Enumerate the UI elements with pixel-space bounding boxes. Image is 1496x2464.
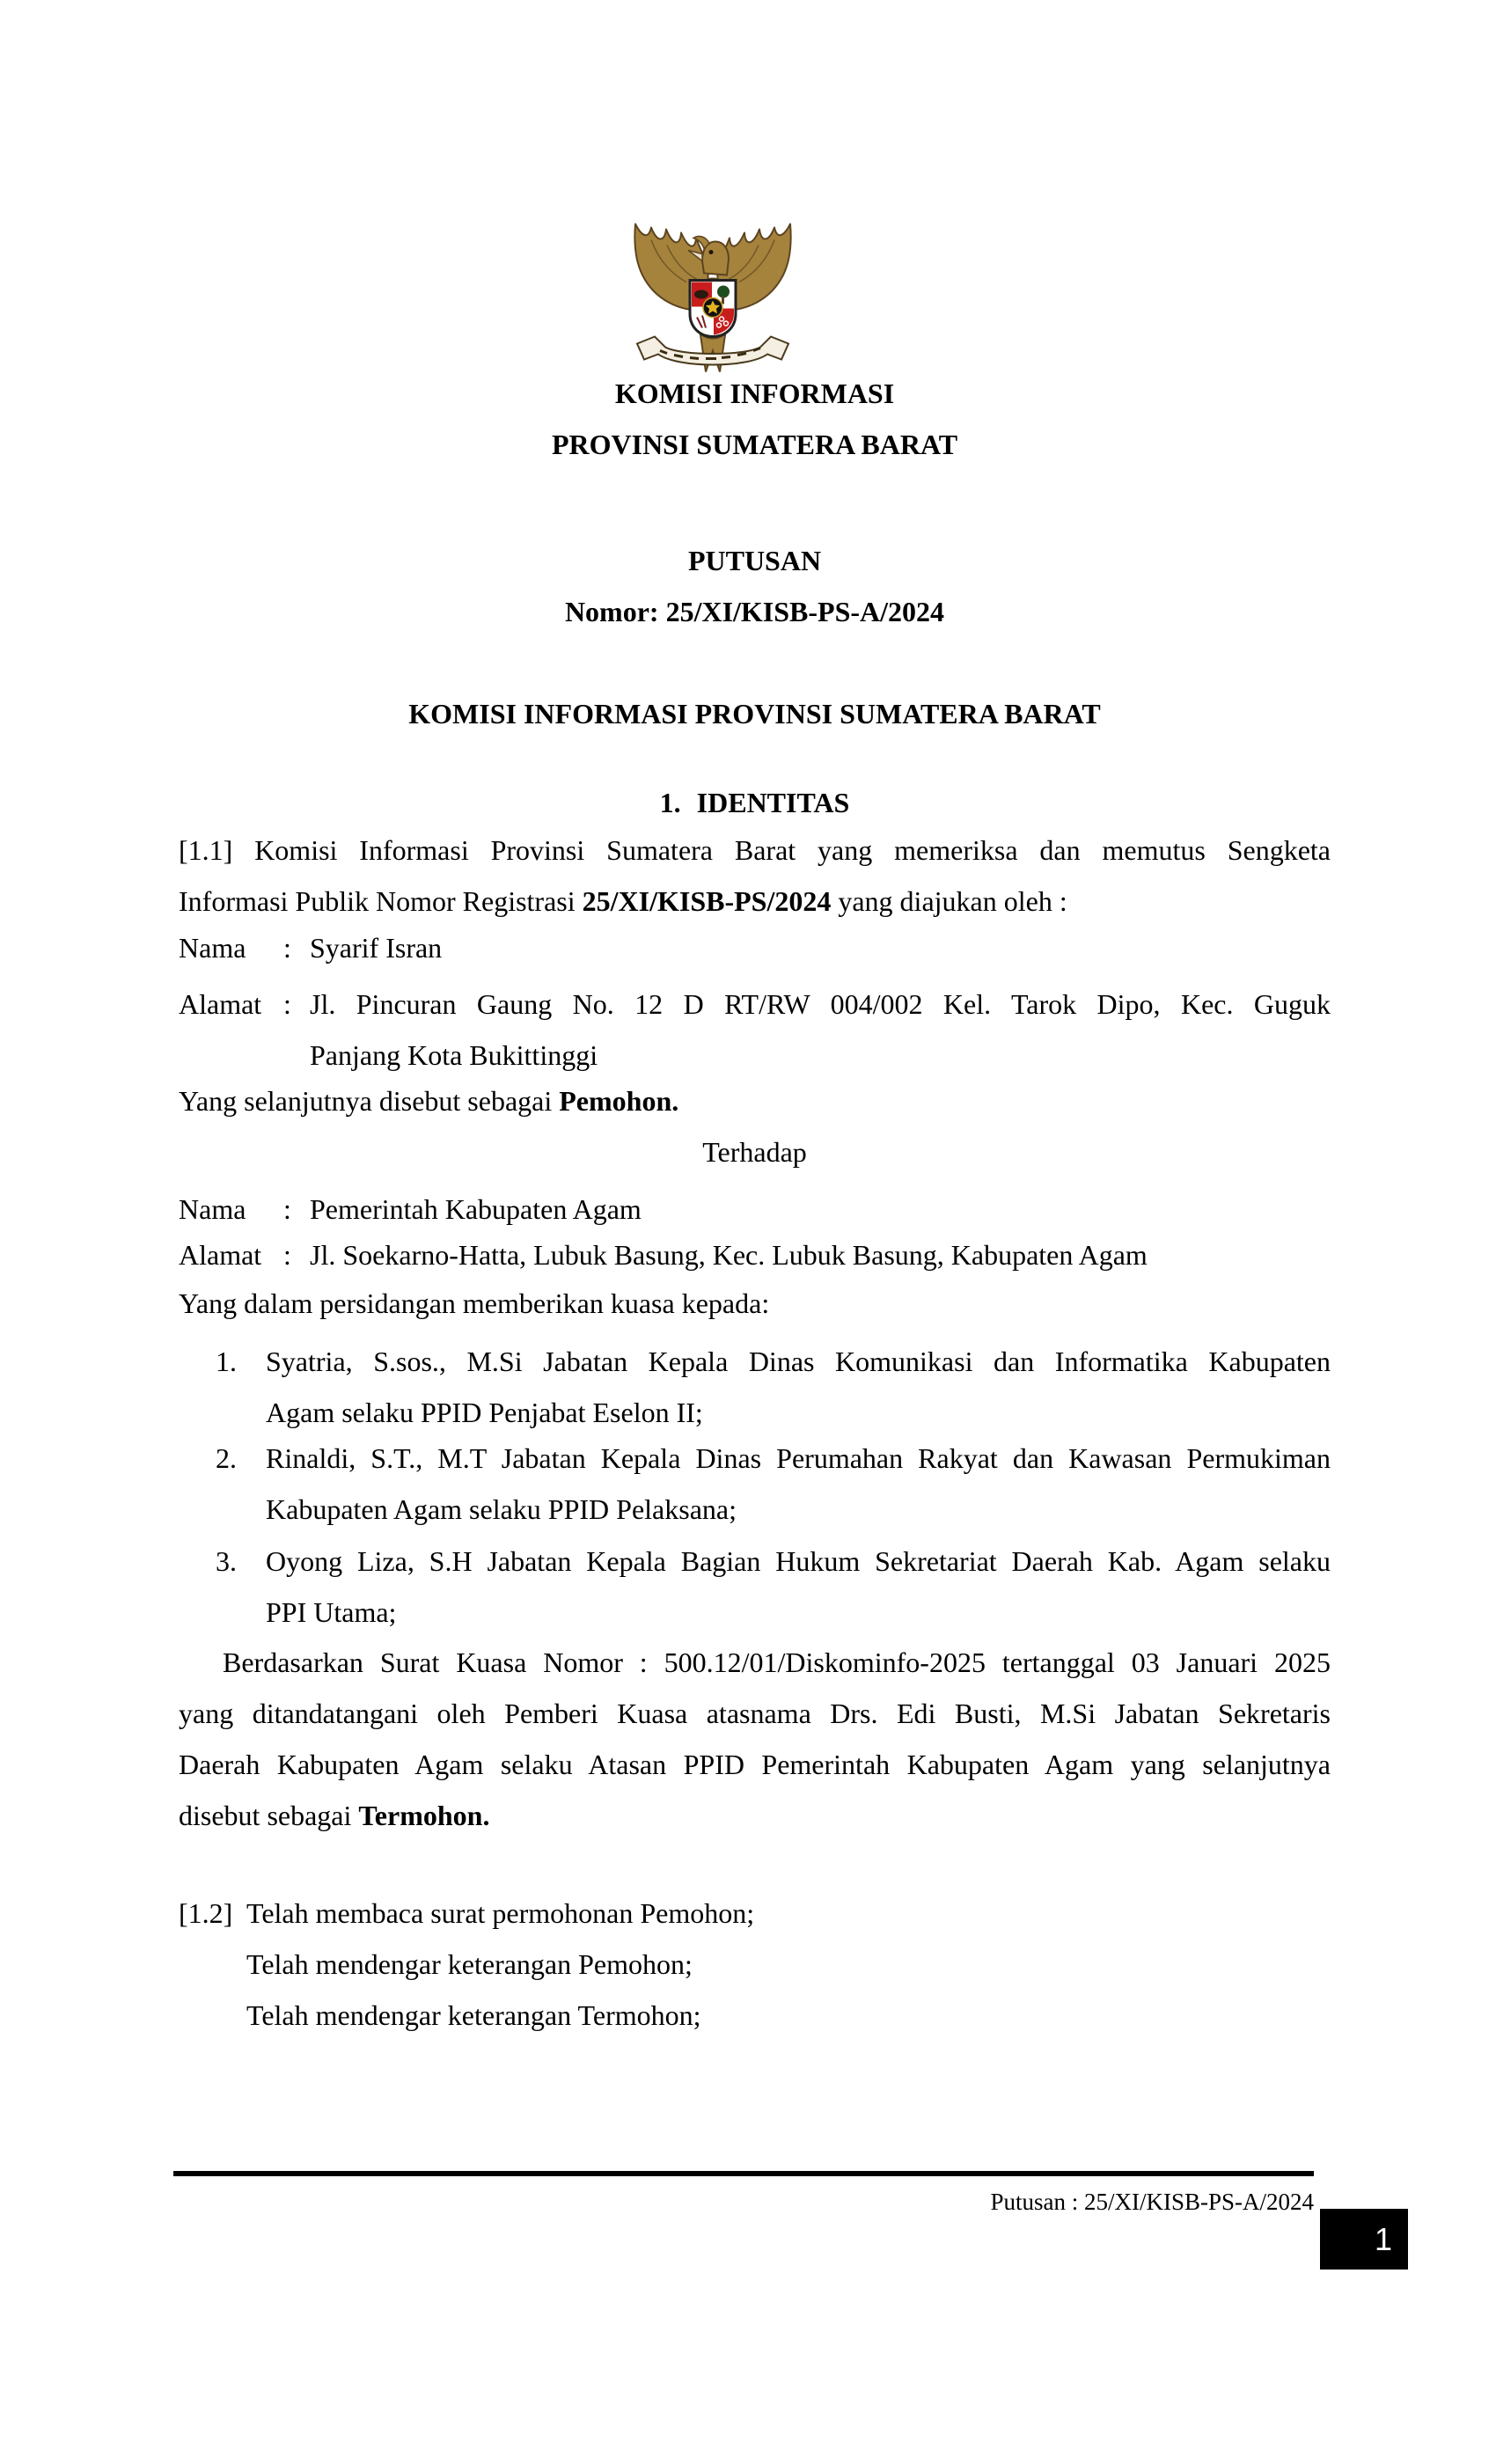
footer-rule — [173, 2171, 1314, 2176]
field-colon: : — [283, 988, 291, 1020]
paragraph-line: [1.1] Komisi Informasi Provinsi Sumatera Barat yang memeriksa dan memutus Sengketa — [179, 834, 1331, 866]
party-label-pemohon: Pemohon. — [559, 1085, 679, 1117]
surat-kuasa-paragraph — [179, 1637, 1331, 1841]
paragraph-line: Berdasarkan Surat Kuasa Nomor : 500.12/01/Diskominfo-2025 tertanggal 03 Januari 2025 — [223, 1646, 1331, 1678]
alamat-line: Jl. Pincuran Gaung No. 12 D RT/RW 004/002 Kel. Tarok Dipo, Kec. Guguk — [310, 988, 1331, 1020]
decision-number: Nomor: 25/XI/KISB-PS-A/2024 — [564, 596, 945, 627]
paragraph-1-2 — [179, 1888, 1331, 2041]
paragraph-text: Yang selanjutnya disebut sebagai — [179, 1085, 560, 1117]
paragraph-tag: [1.2] — [179, 1897, 233, 1929]
list-number: 1. — [216, 1346, 237, 1377]
paragraph-text: disebut sebagai — [179, 1800, 359, 1831]
pemohon-nama-value: Syarif Isran — [310, 932, 443, 964]
termohon-nama-value: Pemerintah Kabupaten Agam — [310, 1193, 642, 1225]
garuda-pancasila-emblem — [625, 204, 801, 381]
paragraph-line — [179, 1790, 1331, 1841]
field-label-alamat: Alamat — [179, 988, 262, 1020]
pemohon-nama-row — [179, 922, 1331, 973]
termohon-nama-row — [179, 1184, 1331, 1235]
list-item-line: Rinaldi, S.T., M.T Jabatan Kepala Dinas Perumahan Rakyat dan Kawasan Permukiman — [266, 1442, 1331, 1474]
kuasa-list-item — [216, 1536, 1331, 1638]
org-name-line2: PROVINSI SUMATERA BARAT — [551, 429, 958, 460]
paragraph-line: Telah mendengar keterangan Termohon; — [246, 1999, 701, 2031]
pemohon-designation — [179, 1075, 1331, 1126]
list-item-text — [266, 1336, 1331, 1438]
garuda-pancasila-icon — [625, 204, 801, 381]
paragraph-line: Daerah Kabupaten Agam selaku Atasan PPID Pemerintah Kabupaten Agam yang selanjutnya — [179, 1749, 1331, 1780]
field-colon: : — [283, 1239, 291, 1271]
paragraph-line: Telah mendengar keterangan Pemohon; — [246, 1948, 693, 1980]
court-name: KOMISI INFORMASI PROVINSI SUMATERA BARAT — [408, 698, 1101, 730]
field-colon: : — [283, 932, 291, 964]
list-item-line: Oyong Liza, S.H Jabatan Kepala Bagian Hukum Sekretariat Daerah Kab. Agam selaku — [266, 1545, 1331, 1577]
kuasa-intro: Yang dalam persidangan memberikan kuasa kepada: — [179, 1287, 770, 1319]
paragraph-line: yang ditandatangani oleh Pemberi Kuasa atasnama Drs. Edi Busti, M.Si Jabatan Sekretaris — [179, 1698, 1331, 1729]
paragraph-text: yang diajukan oleh : — [831, 885, 1067, 917]
section-number: 1. — [659, 787, 681, 818]
list-number: 2. — [216, 1442, 237, 1474]
list-item-text — [266, 1433, 1331, 1535]
field-label-alamat: Alamat — [179, 1239, 262, 1271]
decision-title-block — [179, 535, 1331, 637]
footer-reference: Putusan : 25/XI/KISB-PS-A/2024 — [990, 2189, 1314, 2215]
field-label-nama: Nama — [179, 1193, 246, 1225]
pemohon-alamat-row — [179, 979, 1331, 1081]
list-item-line: Kabupaten Agam selaku PPID Pelaksana; — [266, 1493, 737, 1525]
termohon-alamat-row — [179, 1229, 1331, 1280]
field-colon: : — [283, 1193, 291, 1225]
org-name-line1: KOMISI INFORMASI — [614, 378, 895, 409]
page-number: 1 — [1374, 2221, 1392, 2257]
paragraph-1-1 — [179, 825, 1331, 927]
kuasa-list-item — [216, 1433, 1331, 1535]
paragraph-text: Informasi Publik Nomor Registrasi — [179, 885, 583, 917]
termohon-alamat-value: Jl. Soekarno-Hatta, Lubuk Basung, Kec. Lubuk Basung, Kabupaten Agam — [310, 1239, 1148, 1271]
field-label-nama: Nama — [179, 932, 246, 964]
party-label-termohon: Termohon. — [358, 1800, 490, 1831]
list-item-line: Syatria, S.sos., M.Si Jabatan Kepala Dinas Komunikasi dan Informatika Kabupaten — [266, 1346, 1331, 1377]
paragraph-line — [179, 876, 1331, 927]
pemohon-alamat-value — [310, 979, 1331, 1081]
paragraph-1-2-lines — [246, 1888, 1331, 2041]
registration-number: 25/XI/KISB-PS/2024 — [582, 885, 832, 917]
section-identitas-heading — [179, 777, 1331, 828]
page-number-badge — [1320, 2209, 1408, 2270]
paragraph-line: Telah membaca surat permohonan Pemohon; — [246, 1897, 755, 1929]
list-item-text — [266, 1536, 1331, 1638]
list-item-line: Agam selaku PPID Penjabat Eselon II; — [266, 1397, 703, 1428]
kuasa-list-item — [216, 1336, 1331, 1438]
section-title: IDENTITAS — [696, 787, 850, 818]
list-item-line: PPI Utama; — [266, 1596, 397, 1628]
org-header — [179, 368, 1331, 470]
list-number: 3. — [216, 1545, 237, 1577]
alamat-line: Panjang Kota Bukittinggi — [310, 1039, 598, 1071]
decision-title: PUTUSAN — [687, 545, 822, 576]
terhadap-divider: Terhadap — [702, 1136, 807, 1168]
